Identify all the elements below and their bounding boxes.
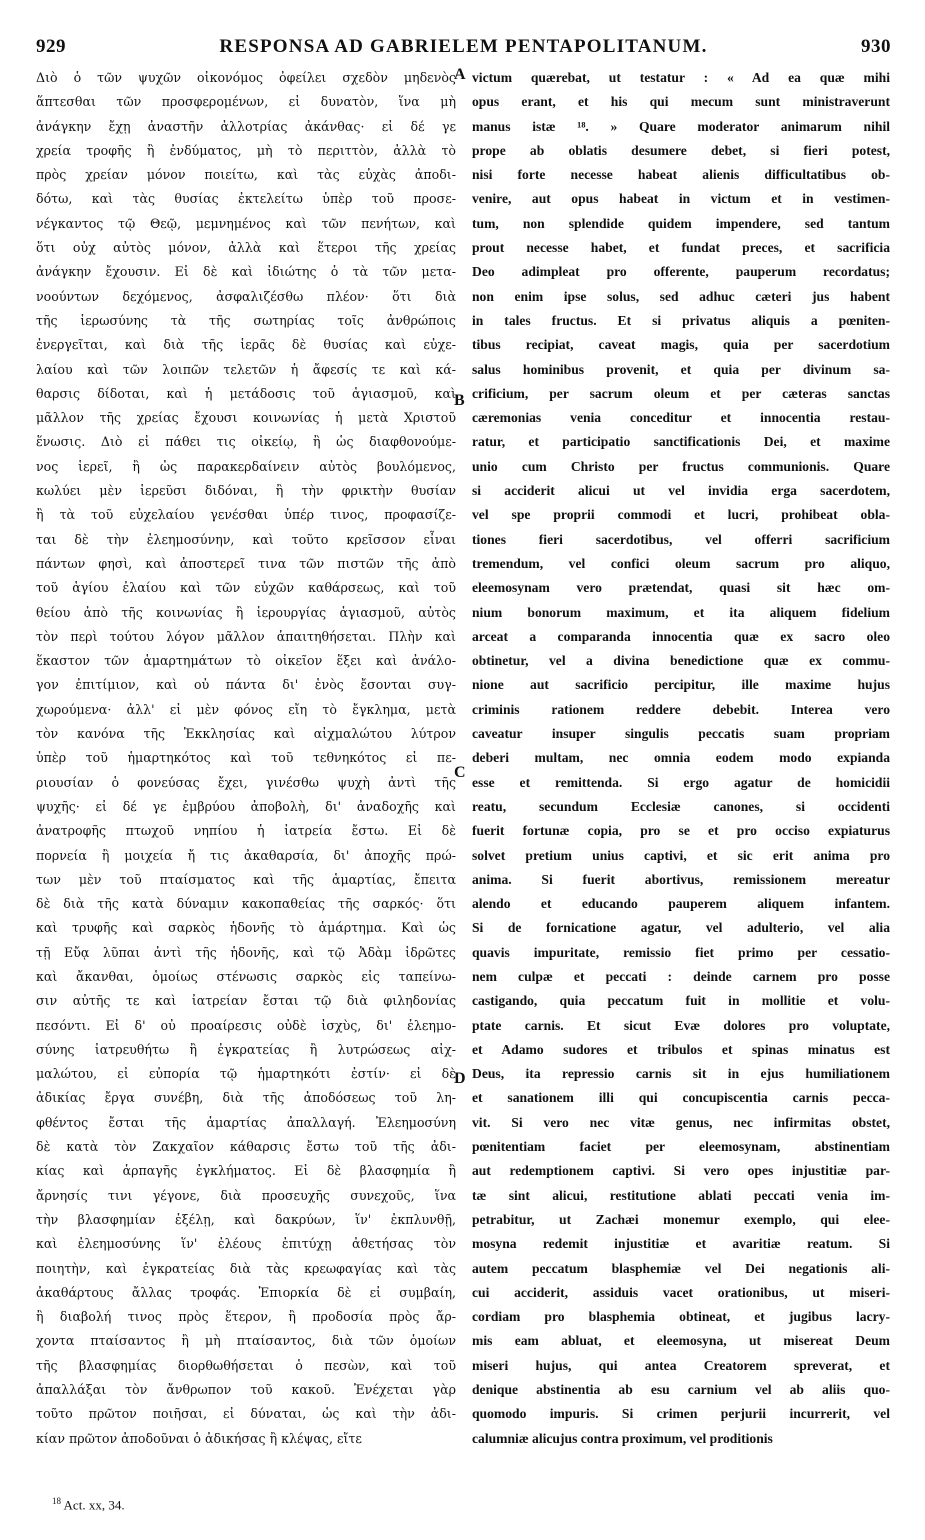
latin-text-line: opus erant, et his qui mecum sunt ministraverunt bbox=[472, 94, 890, 110]
latin-text-line: et sanationem illi qui concupiscentia carnis pecca- bbox=[472, 1090, 890, 1106]
greek-text-line: χρεία τροφῆς ἢ ἐνδύματος, μὴ τὸ περιττὸν, ἀλλὰ τὸ bbox=[36, 142, 456, 158]
latin-text-line: nione aut sacrificio percipitur, ille maxime hujus bbox=[472, 677, 890, 693]
latin-text-line: denique abstinentia ab esu carnium vel ab aliis quo- bbox=[472, 1382, 890, 1398]
latin-text-line: Si de fornicatione agatur, vel adulterio, vel alia bbox=[472, 920, 890, 936]
greek-text-line: ἀνάγκην ἔχῃ ἀναστῆν ἀλλοτρίας ἀκάνθας· εἰ δέ γε bbox=[36, 118, 456, 134]
greek-text-line: ται δὲ τὴν ἐλεημοσύνην, καὶ τοῦτο κρεῖσσον εἶναι bbox=[36, 531, 456, 547]
latin-text-line: pœnitentiam faciet per eleemosynam, abstinentiam bbox=[472, 1139, 890, 1155]
latin-text-line: obtinetur, vel a divina benedictione quæ ex commu- bbox=[472, 653, 890, 669]
greek-text-line: τὴν βλασφημίαν ἐξέλῃ, καὶ δακρύων, ἵν' ἐκπλυνθῇ, bbox=[36, 1211, 456, 1227]
latin-text-line: autem peccatum blasphemiæ vel Dei negationis ali- bbox=[472, 1260, 890, 1276]
greek-text-line: χοντα πταίσαντος ἢ μὴ πταίσαντος, διὰ τῶν ὁμοίων bbox=[36, 1333, 456, 1349]
latin-text-line: vel spe proprii commodi et lucri, prohibeat obla- bbox=[472, 507, 890, 523]
latin-text-line: Deus, ita repressio carnis sit in ejus humiliationem bbox=[472, 1066, 890, 1082]
latin-text-column bbox=[472, 66, 890, 1451]
greek-text-line: ἀνάγκην ἔχουσιν. Εἰ δὲ καὶ ἰδιώτης ὁ τὰ τῶν μετα- bbox=[36, 264, 456, 280]
latin-text-line: miseri hujus, qui antea Creatorem spreverat, et bbox=[472, 1357, 890, 1373]
latin-text-line: cæremonias venia conceditur et innocentia restau- bbox=[472, 410, 890, 426]
greek-text-line: τῆς βλασφημίας διορθωθήσεται ὁ πεσὼν, καὶ τοῦ bbox=[36, 1357, 456, 1373]
latin-text-line: prope ab oblatis desumere debet, si fieri potest, bbox=[472, 142, 890, 158]
greek-text-line: ἕνωσις. Διὸ εἰ πάθει τις οἰκείῳ, ἢ ὡς διαφθονούμε- bbox=[36, 434, 456, 450]
greek-text-line: ὅτι οὐχ αὐτὸς μόνον, ἀλλὰ καὶ ἕτεροι τῆς χρείας bbox=[36, 240, 456, 256]
latin-text-line: esse et remittenda. Si ergo agatur de homicidii bbox=[472, 774, 890, 790]
greek-text-line: δὲ διὰ τῆς κατὰ δύναμιν κακοπαθείας τῆς σαρκός· ὅτι bbox=[36, 896, 456, 912]
latin-text-line: ptate carnis. Et sicut Evæ dolores pro voluptate, bbox=[472, 1017, 890, 1033]
latin-text-line: nisi forte necesse habeat alienis difficultatibus ob- bbox=[472, 167, 890, 183]
greek-text-line: φθέντος ἔσται τῆς ἁμαρτίας ἀπαλλαγή. Ἐλεημοσύνη bbox=[36, 1114, 456, 1130]
greek-text-line: καὶ ἐλεημοσύνης ἵν' ἐλέους ἐπιτύχῃ ἀθετήσας τὸν bbox=[36, 1236, 456, 1252]
latin-text-line: nem culpæ et peccati : deinde carnem pro posse bbox=[472, 968, 890, 984]
latin-text-line: aut redemptionem captivi. Si vero opes injustitiæ par- bbox=[472, 1163, 890, 1179]
greek-text-line: καὶ τρυφῆς καὶ σαρκὸς ἡδονῆς τὸ ἁμάρτημα. Καὶ ὡς bbox=[36, 920, 456, 936]
greek-text-line: των μὲν τοῦ πταίσματος καὶ τῆς ἁμαρτίας, ἔπειτα bbox=[36, 871, 456, 887]
latin-text-line: caveatur insuper singulis peccatis suam propriam bbox=[472, 726, 890, 742]
greek-text-line: ριουσίαν ὁ φονεύσας ἔχει, γινέσθω ψυχὴ ἀντὶ τῆς bbox=[36, 774, 456, 790]
margin-marker-a: A bbox=[454, 66, 466, 83]
latin-text-line: mis eam abluat, et eleemosyna, ut misereat Deum bbox=[472, 1333, 890, 1349]
latin-text-line: cordiam pro blasphemia obtineat, et jugibus lacry- bbox=[472, 1309, 890, 1325]
latin-text-line: tiones fieri sacerdotibus, vel offerri sacrificium bbox=[472, 531, 890, 547]
footnote-text: Act. xx, 34. bbox=[63, 1497, 125, 1513]
greek-text-line: τῇ Εὔᾳ λῦπαι ἀντὶ τῆς ἡδονῆς, καὶ τῷ Ἀδὰμ ἱδρῶτες bbox=[36, 944, 456, 960]
latin-text-line: venire, aut opus habeat in victum et in vestimen- bbox=[472, 191, 890, 207]
greek-text-line: μᾶλλον τῆς χρείας ἔχουσι κοινωνίας ἡ μετὰ Χριστοῦ bbox=[36, 410, 456, 426]
greek-text-line: γον ἐπιτίμιον, καὶ οὐ πάντα δι' ἑνὸς ἔσονται συγ- bbox=[36, 677, 456, 693]
latin-text-line: tremendum, vel confici oleum sacrum pro aliquo, bbox=[472, 555, 890, 571]
margin-marker-d: D bbox=[454, 1070, 466, 1087]
greek-text-line: νος ἱερεῖ, ἢ ὡς παρακερδαίνειν αὐτὸς βουλόμενος, bbox=[36, 458, 456, 474]
footnote-number: 18 bbox=[52, 1496, 61, 1506]
latin-text-line: vit. Si vero nec vitæ genus, nec infirmitas obstet, bbox=[472, 1114, 890, 1130]
greek-text-line: μαλώτου, εἰ εὐπορία τῷ ἡμαρτηκότι ἐστίν· εἰ δὲ bbox=[36, 1066, 456, 1082]
greek-text-line: ἅπτεσθαι τῶν προσφερομένων, εἰ δυνατὸν, ἵνα μὴ bbox=[36, 94, 456, 110]
latin-text-line: fuerit fortunæ copia, pro se et pro occiso expiaturus bbox=[472, 823, 890, 839]
latin-text-line: tum, non splendide quidem impendere, sed tantum bbox=[472, 215, 890, 231]
greek-text-line: ἀκαθάρτους ἄλλας τροφάς. Ἐπιορκία δὲ εἰ συμβαίη, bbox=[36, 1284, 456, 1300]
latin-text-line: eleemosynam vero prætendat, quasi sit hæc om- bbox=[472, 580, 890, 596]
latin-text-line: castigando, quia peccatum fuit in mollitie et volu- bbox=[472, 993, 890, 1009]
latin-text-line: petrabitur, ut Zachæi monemur exemplo, qui elee- bbox=[472, 1211, 890, 1227]
greek-text-line: ἀνατροφῆς πτωχοῦ νηπίου ἡ ἰατρεία ἔστω. Εἰ δὲ bbox=[36, 823, 456, 839]
greek-text-line: καὶ ἄκανθαι, ὁμοίως στένωσις σαρκὸς εἰς ταπείνω- bbox=[36, 968, 456, 984]
page-number-right: 930 bbox=[861, 36, 891, 57]
greek-text-line: κίας καὶ ἁρπαγῆς ἐγκλήματος. Εἰ δὲ βλασφημία ἢ bbox=[36, 1163, 456, 1179]
latin-text-line: reatu, secundum Ecclesiæ canones, si occidenti bbox=[472, 798, 890, 814]
greek-text-line: ἕκαστον τῶν ἁμαρτημάτων τὸ οἰκεῖον ἕξει καὶ ἀνάλο- bbox=[36, 653, 456, 669]
greek-text-line: νέγκαντος τῷ Θεῷ, μεμνημένος καὶ τῶν πενήτων, καὶ bbox=[36, 215, 456, 231]
greek-text-line: κωλύει μὲν ἱερεῦσι διδόναι, ἢ τὴν φρικτὴν θυσίαν bbox=[36, 483, 456, 499]
greek-text-line: ἢ διαβολή τινος πρὸς ἕτερον, ἢ προδοσία πρὸς ἄρ- bbox=[36, 1309, 456, 1325]
latin-text-line: deberi multam, nec omnia eodem modo expianda bbox=[472, 750, 890, 766]
latin-text-line: et Adamo sudores et tribulos et spinas minatus est bbox=[472, 1041, 890, 1057]
greek-text-line: ποιητὴν, καὶ ἐγκρατείας διὰ τὰς κρεωφαγίας καὶ τὰς bbox=[36, 1260, 456, 1276]
latin-text-line: mosyna redemit injustitiæ et avaritiæ reatum. Si bbox=[472, 1236, 890, 1252]
greek-text-line: τῆς ἱερωσύνης τὰ τῆς σωτηρίας τοῖς ἀνθρώποις bbox=[36, 312, 456, 328]
latin-text-line: victum quærebat, ut testatur : « Ad ea quæ mihi bbox=[472, 70, 890, 85]
greek-text-line: τοῦ ἁγίου ἐλαίου καὶ τῶν εὐχῶν καθάρσεως, καὶ τοῦ bbox=[36, 580, 456, 596]
greek-text-line: σιν αὐτῆς τε καὶ ἰατρείαν ἔσται τῷ διὰ φιληδονίας bbox=[36, 993, 456, 1009]
greek-text-line: χωρούμενα· ἀλλ' εἰ μὲν φόνος εἴη τὸ ἔγκλημα, μετὰ bbox=[36, 701, 456, 717]
latin-text-line: Deo adimpleat pro offerente, pauperum recordatus; bbox=[472, 264, 890, 280]
margin-marker-c: C bbox=[454, 764, 466, 781]
greek-text-line: Διὸ ὁ τῶν ψυχῶν οἰκονόμος ὀφείλει σχεδὸν μηδενὸς bbox=[36, 70, 456, 85]
latin-text-line: cui acciderit, assiduis vacet orationibus, ut miseri- bbox=[472, 1284, 890, 1300]
greek-text-line: τὸν κανόνα τῆς Ἐκκλησίας καὶ αἰχμαλώτου λύτρον bbox=[36, 726, 456, 742]
latin-text-line: criminis rationem reddere debebit. Interea vero bbox=[472, 701, 890, 717]
latin-text-line: in tales fructus. Et si privatus aliquis a pœniten- bbox=[472, 312, 890, 328]
greek-text-column bbox=[36, 66, 456, 1451]
greek-text-line: ψυχῆς· εἰ δέ γε ἐμβρύου ἀποβολὴ, δι' ἀναδοχῆς καὶ bbox=[36, 798, 456, 814]
running-title: RESPONSA AD GABRIELEM PENTAPOLITANUM. bbox=[219, 36, 708, 57]
greek-text-line: ἀδικίας ἔργα συνέβη, διὰ τῆς ἀποδόσεως τοῦ λη- bbox=[36, 1090, 456, 1106]
greek-text-line: νοούντων δεχόμενος, ἀσφαλιζέσθω πλέον· ὅτι διὰ bbox=[36, 288, 456, 304]
greek-text-line: πεσόντι. Εἰ δ' οὐ προαίρεσις οὐδὲ ἰσχὺς, δι' ἐλεημο- bbox=[36, 1017, 456, 1033]
greek-text-line: λαίου καὶ τῶν λοιπῶν τελετῶν ἡ ἄφεσίς τε καὶ κά- bbox=[36, 361, 456, 377]
greek-text-line: θείου ἀπὸ τῆς κοινωνίας ἢ ἱερουργίας ἁγιασμοῦ, αὐτὸς bbox=[36, 604, 456, 620]
latin-text-line: non enim ipse solus, sed adhuc cæteri jus habent bbox=[472, 288, 890, 304]
greek-text-line: κίαν πρῶτον ἀποδοῦναι ὁ ἀδικήσας ἢ κλέψας, εἴτε bbox=[36, 1430, 362, 1446]
greek-text-line: ἐνεργεῖται, καὶ διὰ τῆς ἱερᾶς δὲ θυσίας καὶ εὐχε- bbox=[36, 337, 456, 353]
latin-text-line: quavis impuritate, remissio fiet primo per cessatio- bbox=[472, 944, 890, 960]
greek-text-line: δὲ κατὰ τὸν Ζακχαῖον κάθαρσις ἔστω τοῦ τῆς ἀδι- bbox=[36, 1139, 456, 1155]
latin-text-line: calumniæ alicujus contra proximum, vel proditionis bbox=[472, 1430, 773, 1446]
page-number-left: 929 bbox=[36, 36, 66, 57]
latin-text-line: prout necesse habet, et fundat preces, et sacrificia bbox=[472, 240, 890, 256]
footnote bbox=[52, 1496, 125, 1513]
greek-text-line: ἄρνησίς τινι γέγονε, διὰ προσευχῆς συνεχοῦς, ἵνα bbox=[36, 1187, 456, 1203]
margin-marker-b: B bbox=[454, 392, 465, 409]
latin-text-line: tæ sint alicui, restitutione ablati peccati venia im- bbox=[472, 1187, 890, 1203]
greek-text-line: δότω, καὶ τὰς θυσίας ἐκτελείτω ὑπὲρ τοῦ προσε- bbox=[36, 191, 456, 207]
latin-text-line: tibus recipiat, caveat magis, quia per sacerdotium bbox=[472, 337, 890, 353]
latin-text-line: si acciderit alicui ut vel invidia erga sacerdotem, bbox=[472, 483, 890, 499]
greek-text-line: τὸν περὶ τούτου λόγον μᾶλλον ἀπαιτηθήσεται. Πλὴν καὶ bbox=[36, 628, 456, 644]
latin-text-line: unio cum Christo per fructus communionis. Quare bbox=[472, 458, 890, 474]
latin-text-line: crificium, per sacrum oleum et per cæteras sanctas bbox=[472, 385, 890, 401]
greek-text-line: πάντων φησὶ, καὶ ἀποστερεῖ τινα τῶν πιστῶν τῆς ἀπὸ bbox=[36, 555, 456, 571]
greek-text-line: ὑπὲρ τοῦ ἡμαρτηκότος καὶ τοῦ τεθνηκότος εἰ πε- bbox=[36, 750, 456, 766]
latin-text-line: anima. Si fuerit abortivus, remissionem mereatur bbox=[472, 871, 890, 887]
greek-text-line: θαρσις δίδοται, καὶ ἡ μετάδοσις τοῦ ἁγιασμοῦ, καὶ bbox=[36, 385, 456, 401]
greek-text-line: ἢ τὰ τοῦ εὐχελαίου γενέσθαι ὑπέρ τινος, προφασίζε- bbox=[36, 507, 456, 523]
latin-text-line: quomodo impuris. Si crimen perjurii incurrerit, vel bbox=[472, 1406, 890, 1422]
greek-text-line: ἀπαλλάξαι τὸν ἄνθρωπον τοῦ κακοῦ. Ἐνέχεται γὰρ bbox=[36, 1382, 456, 1398]
greek-text-line: πρὸς χρείαν μόνον ποιείτω, καὶ τὰς εὐχὰς ἀποδι- bbox=[36, 167, 456, 183]
latin-text-line: nium bonorum maximum, et ita aliquem fidelium bbox=[472, 604, 890, 620]
latin-text-line: solvet pretium unius captivi, et sic erit anima pro bbox=[472, 847, 890, 863]
greek-text-line: σύνης ἰατρευθήτω ἢ ἐγκρατείας ἢ λυτρώσεως αἰχ- bbox=[36, 1041, 456, 1057]
running-header bbox=[36, 36, 891, 64]
latin-text-line: salus hominibus provenit, et quia per divinum sa- bbox=[472, 361, 890, 377]
greek-text-line: τοῦτο πρῶτον ποιῆσαι, εἰ δύναται, ὡς καὶ τὴν ἀδι- bbox=[36, 1406, 456, 1422]
latin-text-line: ratur, et participatio sanctificationis Dei, et maxime bbox=[472, 434, 890, 450]
latin-text-line: arceat a comparanda innocentia quæ ex sacro oleo bbox=[472, 628, 890, 644]
latin-text-line: alendo et educando pauperem aliquem infantem. bbox=[472, 896, 890, 912]
latin-text-line: manus istæ ¹⁸. » Quare moderator animarum nihil bbox=[472, 118, 890, 134]
greek-text-line: πορνεία ἢ μοιχεία ἤ τις ἀκαθαρσία, δι' ἀποχῆς πρώ- bbox=[36, 847, 456, 863]
